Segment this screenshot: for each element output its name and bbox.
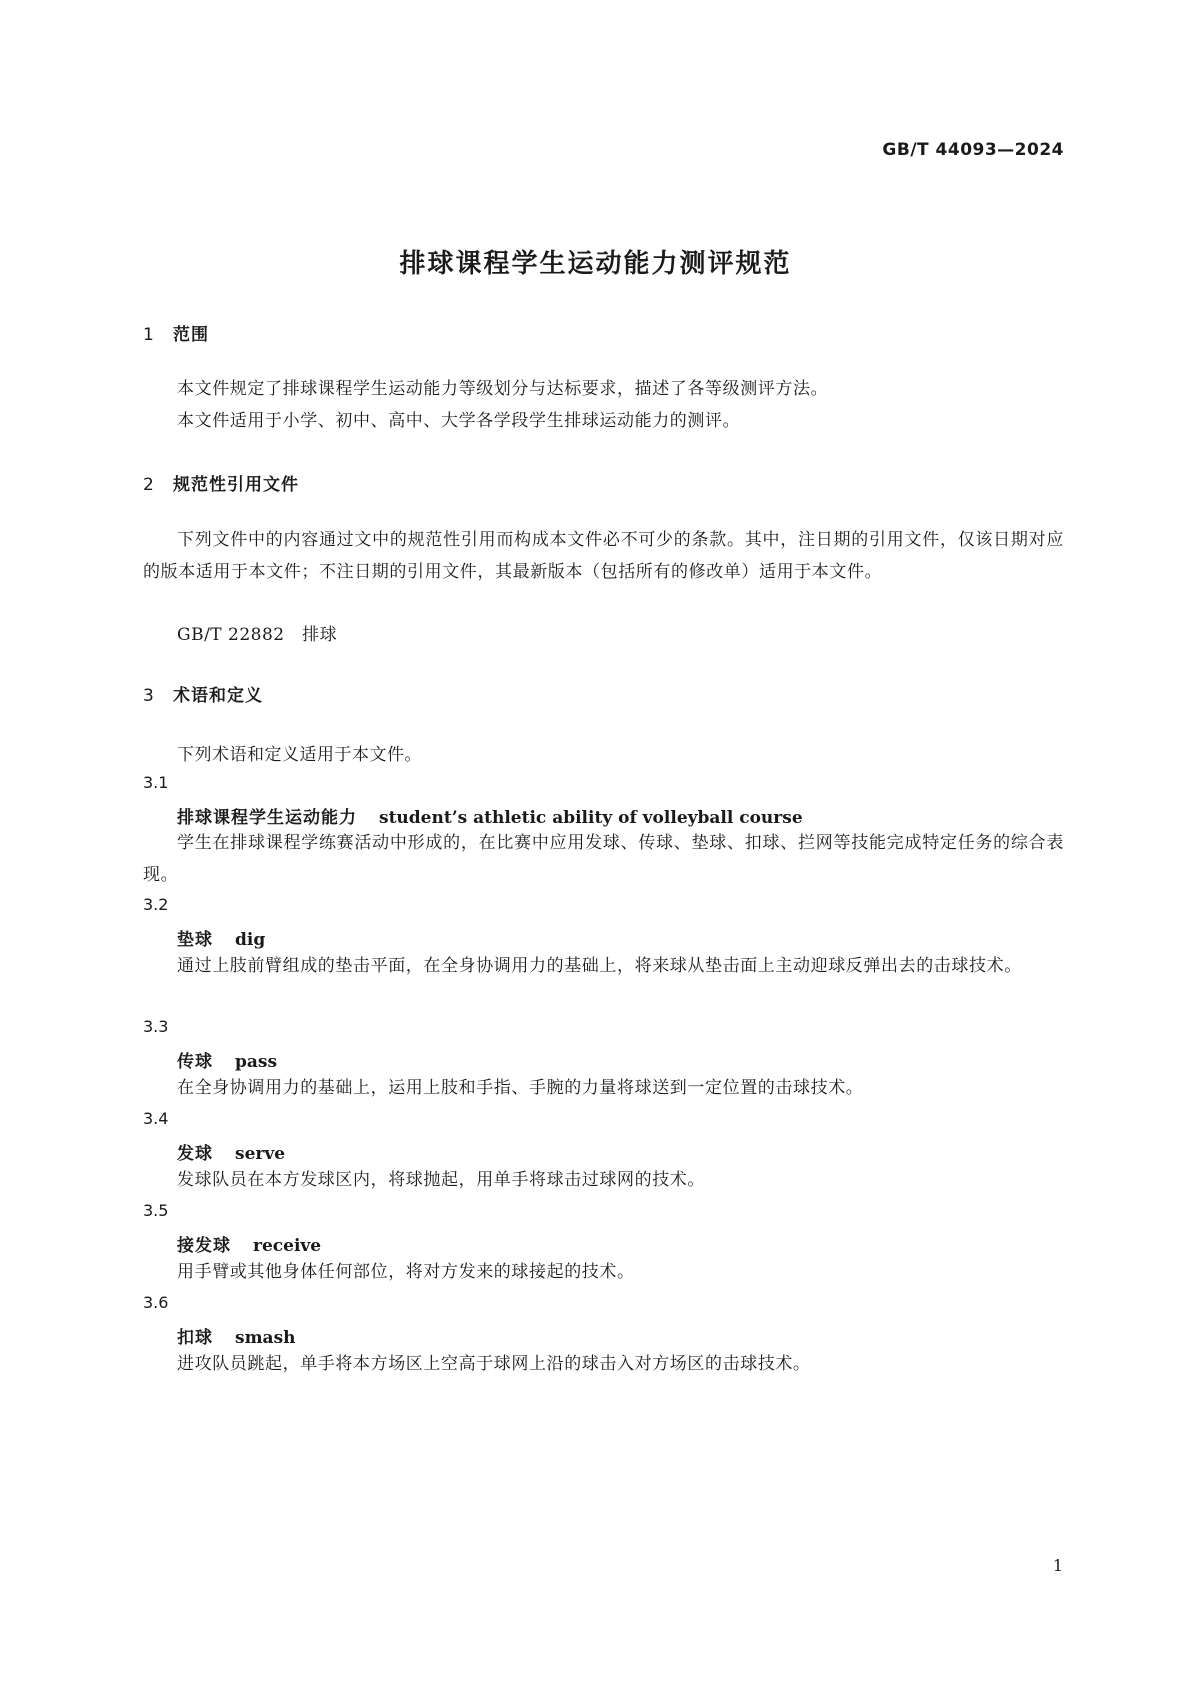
term-zh: 排球课程学生运动能力 (177, 808, 357, 828)
section-title: 范围 (173, 325, 209, 345)
term-zh: 传球 (177, 1052, 213, 1072)
section-title: 规范性引用文件 (173, 475, 299, 495)
term-entry (177, 803, 803, 828)
term-entry (177, 925, 265, 950)
page-number: 1 (1052, 1556, 1063, 1575)
term-en: dig (235, 930, 266, 950)
term-definition: 通过上肢前臂组成的垫击平面，在全身协调用力的基础上，将来球从垫击面上主动迎球反弹出去的击球技术。 (177, 956, 1022, 976)
term-definition: 在全身协调用力的基础上，运用上肢和手指、手腕的力量将球送到一定位置的击球技术。 (177, 1078, 864, 1098)
term-number: 3.6 (143, 1293, 169, 1312)
term-number: 3.3 (143, 1017, 169, 1036)
term-entry (177, 1047, 277, 1072)
term-entry (177, 1139, 285, 1164)
paragraph: 下列文件中的内容通过文中的规范性引用而构成本文件必不可少的条款。其中，注日期的引用文件，仅该日期对应的版本适用于本文件；不注日期的引用文件，其最新版本（包括所有的修改单）适用于本文件。 (143, 530, 1064, 582)
standard-code: GB/T 44093—2024 (882, 140, 1064, 160)
term-en: receive (253, 1236, 322, 1256)
term-entry (177, 1231, 321, 1256)
term-number: 3.4 (143, 1109, 169, 1128)
section-heading-terms-definitions (143, 681, 263, 706)
section-title: 术语和定义 (173, 686, 263, 706)
term-en: serve (235, 1144, 286, 1164)
term-number: 3.5 (143, 1201, 169, 1220)
term-zh: 发球 (177, 1144, 213, 1164)
term-definition: 用手臂或其他身体任何部位，将对方发来的球接起的技术。 (177, 1262, 635, 1282)
term-zh: 接发球 (177, 1236, 231, 1256)
term-en: pass (235, 1052, 278, 1072)
section-number: 2 (143, 475, 155, 495)
paragraph: 本文件规定了排球课程学生运动能力等级划分与达标要求，描述了各等级测评方法。 (177, 379, 829, 399)
paragraph: 本文件适用于小学、初中、高中、大学各学段学生排球运动能力的测评。 (177, 411, 741, 431)
term-number: 3.1 (143, 773, 169, 792)
term-definition: 发球队员在本方发球区内，将球抛起，用单手将球击过球网的技术。 (177, 1170, 705, 1190)
section-number: 3 (143, 686, 155, 706)
term-entry (177, 1323, 296, 1348)
term-en: student’s athletic ability of volleyball course (379, 808, 803, 828)
reference-entry: GB/T 22882 排球 (177, 625, 338, 645)
term-en: smash (235, 1328, 296, 1348)
section-heading-scope (143, 320, 209, 345)
section-number: 1 (143, 325, 155, 345)
document-title: 排球课程学生运动能力测评规范 (399, 249, 792, 279)
term-zh: 垫球 (177, 930, 213, 950)
term-zh: 扣球 (177, 1328, 213, 1348)
term-definition: 学生在排球课程学练赛活动中形成的，在比赛中应用发球、传球、垫球、扣球、拦网等技能完成特定任务的综合表现。 (143, 833, 1064, 885)
term-definition: 进攻队员跳起，单手将本方场区上空高于球网上沿的球击入对方场区的击球技术。 (177, 1354, 811, 1374)
term-number: 3.2 (143, 895, 169, 914)
section-intro: 下列术语和定义适用于本文件。 (177, 745, 422, 765)
section-heading-normative-references (143, 470, 299, 495)
